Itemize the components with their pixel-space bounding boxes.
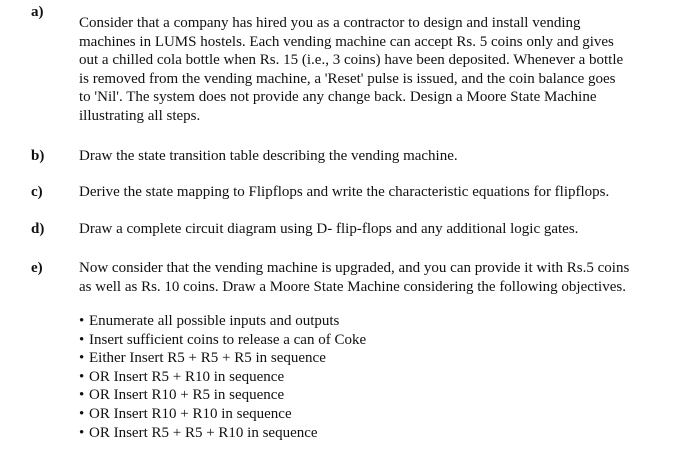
list-item-text: OR Insert R10 + R5 in sequence bbox=[89, 387, 285, 404]
question-d-line: Draw a complete circuit diagram using D- flip-flops and any additional logic gates. bbox=[79, 221, 579, 237]
question-a-line: illustrating all steps. bbox=[79, 107, 201, 124]
list-item bbox=[79, 349, 366, 368]
list-item-text: Enumerate all possible inputs and outputs bbox=[89, 313, 340, 329]
bullet-icon: • bbox=[79, 405, 85, 422]
bullet-icon: • bbox=[79, 313, 85, 329]
question-a-text bbox=[79, 14, 679, 125]
bullet-icon: • bbox=[79, 331, 85, 348]
question-c-text bbox=[79, 183, 679, 202]
question-e-line: Now consider that the vending machine is upgraded, and you can provide it with Rs.5 coins bbox=[79, 260, 630, 276]
question-b-text bbox=[79, 147, 679, 166]
bullet-icon: • bbox=[79, 424, 85, 441]
question-b-label: b) bbox=[31, 148, 45, 164]
bullet-icon: • bbox=[79, 350, 85, 367]
question-e-line: as well as Rs. 10 coins. Draw a Moore State Machine considering the following objectives. bbox=[79, 278, 626, 295]
list-item-text: OR Insert R10 + R10 in sequence bbox=[89, 405, 292, 422]
question-c-label: c) bbox=[31, 184, 43, 200]
question-a-line: out a chilled cola bottle when Rs. 15 (i.e., 3 coins) have been deposited. Whenever a bottle bbox=[79, 52, 624, 68]
bullet-icon: • bbox=[79, 368, 85, 385]
question-c-line: Derive the state mapping to Flipflops and write the characteristic equations for flipflops. bbox=[79, 184, 610, 200]
question-a-label: a) bbox=[31, 4, 44, 20]
objectives-list bbox=[79, 312, 366, 442]
list-item-text: Insert sufficient coins to release a can of Coke bbox=[89, 331, 367, 348]
question-b-line: Draw the state transition table describing the vending machine. bbox=[79, 148, 458, 164]
question-e-text bbox=[79, 259, 679, 296]
list-item bbox=[79, 386, 366, 405]
question-d-text bbox=[79, 220, 679, 239]
list-item bbox=[79, 312, 366, 331]
list-item-text: OR Insert R5 + R5 + R10 in sequence bbox=[89, 424, 318, 441]
list-item bbox=[79, 424, 366, 443]
question-d-label: d) bbox=[31, 221, 45, 237]
question-e-label: e) bbox=[31, 260, 43, 276]
list-item bbox=[79, 368, 366, 387]
question-a-line: Consider that a company has hired you as a contractor to design and install vending bbox=[79, 15, 581, 31]
question-a-line: machines in LUMS hostels. Each vending machine can accept Rs. 5 coins only and gives bbox=[79, 33, 614, 50]
list-item bbox=[79, 405, 366, 424]
list-item bbox=[79, 331, 366, 350]
bullet-icon: • bbox=[79, 387, 85, 404]
question-a-line: is removed from the vending machine, a 'Reset' pulse is issued, and the coin balance goes bbox=[79, 70, 616, 87]
question-a-line: to 'Nil'. The system does not provide any change back. Design a Moore State Machine bbox=[79, 89, 597, 105]
list-item-text: OR Insert R5 + R10 in sequence bbox=[89, 368, 285, 385]
list-item-text: Either Insert R5 + R5 + R5 in sequence bbox=[89, 350, 326, 367]
